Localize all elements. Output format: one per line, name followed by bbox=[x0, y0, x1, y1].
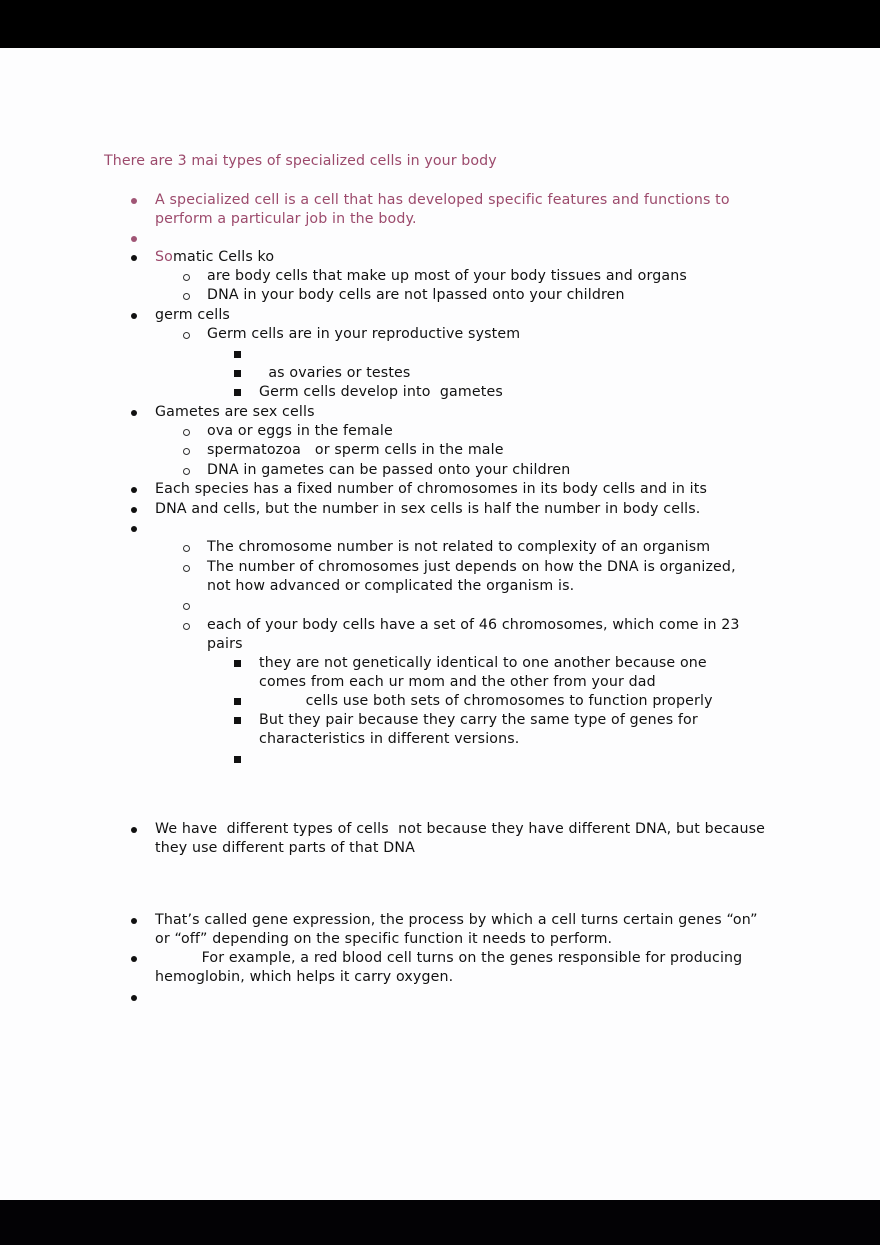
list-item-text: The number of chromosomes just depends on how the DNA is organized, bbox=[207, 559, 736, 575]
top-black-bar bbox=[0, 0, 880, 48]
list-item-text: We have different types of cells not because they have different DNA, but because bbox=[155, 821, 766, 837]
bullet-square-icon bbox=[234, 389, 241, 396]
bullet-disc-icon bbox=[131, 526, 137, 532]
list-item-text: That’s called gene expression, the process by which a cell turns certain genes “on” bbox=[155, 912, 758, 928]
list-item-text: But they pair because they carry the same type of genes for bbox=[259, 712, 698, 728]
bullet-circle-icon bbox=[183, 332, 190, 339]
bullet-disc-icon bbox=[131, 827, 137, 833]
list-item-text: DNA in your body cells are not lpassed onto your children bbox=[207, 287, 625, 303]
list-item-text: they use different parts of that DNA bbox=[155, 840, 415, 856]
bullet-disc-icon bbox=[131, 956, 137, 962]
document-body bbox=[0, 48, 880, 1200]
bullet-square-icon bbox=[234, 698, 241, 705]
list-item-text: characteristics in different versions. bbox=[259, 731, 520, 747]
bullet-circle-icon bbox=[183, 468, 190, 475]
bullet-disc-icon bbox=[131, 918, 137, 924]
bullet-disc-icon bbox=[131, 313, 137, 319]
list-item-remaining-text: matic Cells ko bbox=[173, 249, 275, 265]
bullet-square-icon bbox=[234, 717, 241, 724]
bottom-black-bar bbox=[0, 1200, 880, 1245]
list-item-text: For example, a red blood cell turns on the genes responsible for producing bbox=[155, 950, 743, 966]
list-item-text: hemoglobin, which helps it carry oxygen. bbox=[155, 969, 454, 985]
list-item-text bbox=[155, 248, 274, 267]
bullet-circle-icon bbox=[183, 448, 190, 455]
list-item-text: A specialized cell is a cell that has developed specific features and functions to bbox=[155, 192, 730, 208]
list-item-text: each of your body cells have a set of 46 chromosomes, which come in 23 bbox=[207, 617, 740, 633]
list-item-text: perform a particular job in the body. bbox=[155, 211, 417, 227]
pink-prefix: So bbox=[155, 249, 173, 265]
document-heading: There are 3 mai types of specialized cells in your body bbox=[104, 153, 497, 169]
list-item-text: Germ cells develop into gametes bbox=[259, 384, 503, 400]
bullet-disc-icon bbox=[131, 995, 137, 1001]
bullet-square-icon bbox=[234, 660, 241, 667]
list-item-text: spermatozoa or sperm cells in the male bbox=[207, 442, 504, 458]
list-item-text: not how advanced or complicated the organism is. bbox=[207, 578, 575, 594]
list-item-text: pairs bbox=[207, 636, 243, 652]
bullet-circle-icon bbox=[183, 545, 190, 552]
list-item-text: Each species has a fixed number of chromosomes in its body cells and in its bbox=[155, 481, 708, 497]
bullet-square-icon bbox=[234, 370, 241, 377]
document-page bbox=[0, 48, 880, 1200]
list-item-text: ova or eggs in the female bbox=[207, 423, 393, 439]
bullet-disc-icon bbox=[131, 410, 137, 416]
bullet-circle-icon bbox=[183, 429, 190, 436]
list-item-text: germ cells bbox=[155, 307, 230, 323]
list-item-text: Gametes are sex cells bbox=[155, 404, 315, 420]
bullet-circle-icon bbox=[183, 293, 190, 300]
bullet-disc-icon bbox=[131, 198, 137, 204]
list-item-text: Germ cells are in your reproductive system bbox=[207, 326, 521, 342]
list-item-text: or “off” depending on the specific function it needs to perform. bbox=[155, 931, 613, 947]
bullet-square-icon bbox=[234, 351, 241, 358]
list-item-text: cells use both sets of chromosomes to function properly bbox=[259, 693, 713, 709]
bullet-disc-icon bbox=[131, 255, 137, 261]
list-item-text: they are not genetically identical to one another because one bbox=[259, 655, 707, 671]
bullet-disc-icon bbox=[131, 507, 137, 513]
list-item-text: DNA in gametes can be passed onto your children bbox=[207, 462, 571, 478]
bullet-square-icon bbox=[234, 756, 241, 763]
bullet-circle-icon bbox=[183, 274, 190, 281]
bullet-circle-icon bbox=[183, 623, 190, 630]
list-item-text: as ovaries or testes bbox=[259, 365, 411, 381]
bullet-disc-icon bbox=[131, 487, 137, 493]
bullet-circle-icon bbox=[183, 565, 190, 572]
bullet-circle-icon bbox=[183, 603, 190, 610]
list-item-text: The chromosome number is not related to complexity of an organism bbox=[207, 539, 711, 555]
list-item-text: DNA and cells, but the number in sex cells is half the number in body cells. bbox=[155, 501, 701, 517]
list-item-text: comes from each ur mom and the other from your dad bbox=[259, 674, 656, 690]
bullet-disc-icon bbox=[131, 236, 137, 242]
list-item-text: are body cells that make up most of your body tissues and organs bbox=[207, 268, 687, 284]
